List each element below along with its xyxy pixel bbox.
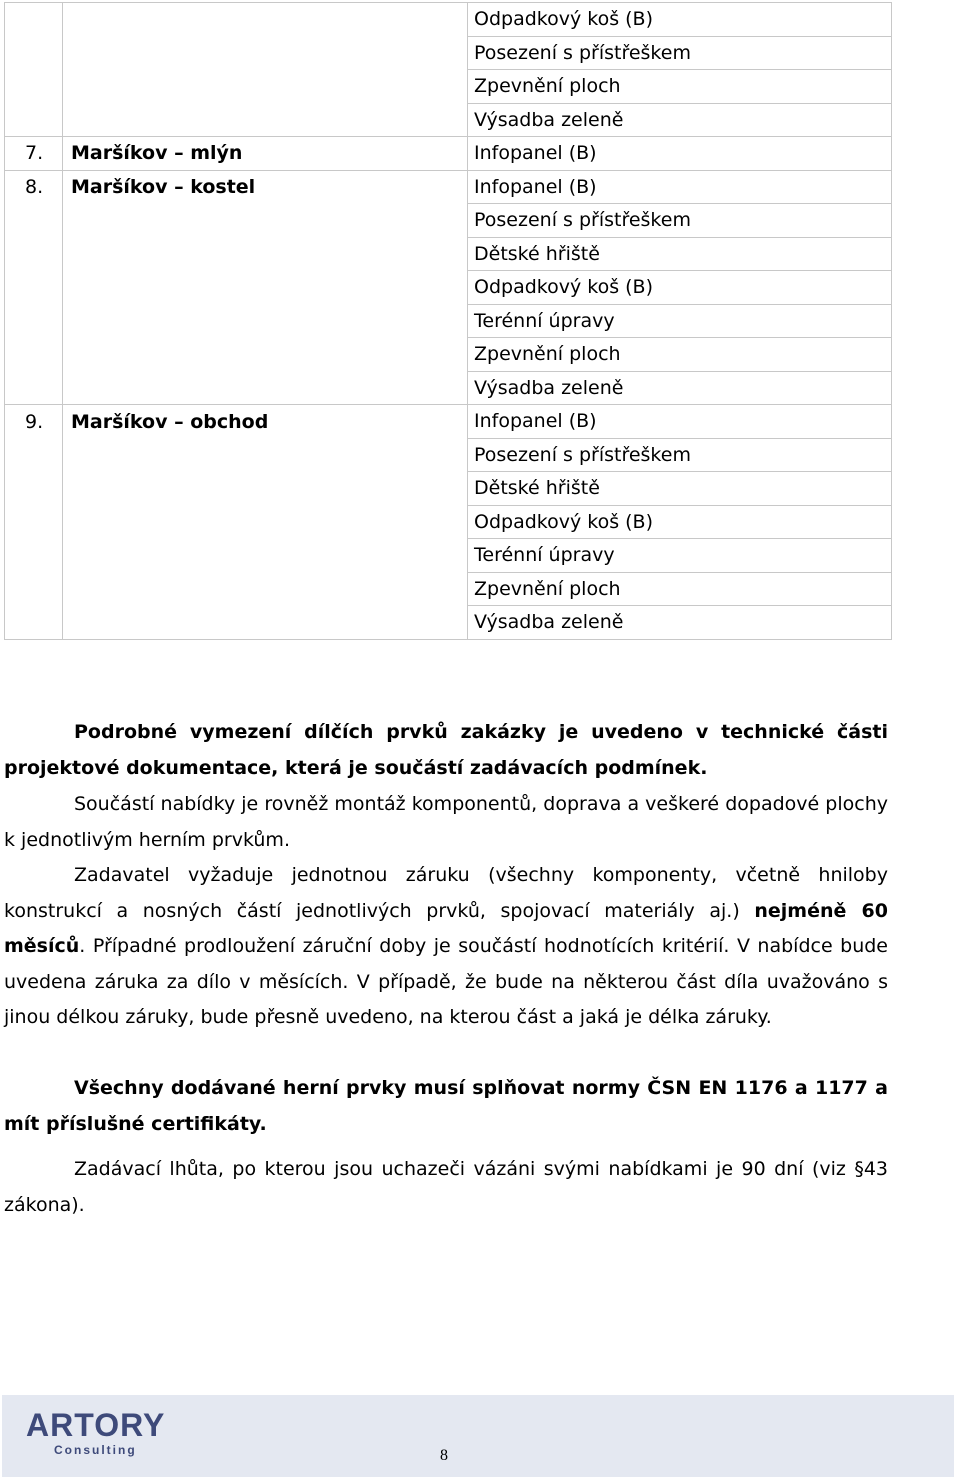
- row-location: [63, 237, 468, 271]
- row-item: Infopanel (B): [468, 170, 892, 204]
- row-location: [63, 271, 468, 305]
- row-location: [63, 70, 468, 104]
- table-row: [5, 204, 892, 238]
- row-number: [5, 204, 63, 238]
- row-item: Dětské hřiště: [468, 472, 892, 506]
- row-number: [5, 472, 63, 506]
- row-number: [5, 572, 63, 606]
- paragraph-scope: Podrobné vymezení dílčích prvků zakázky je uvedeno v technické části projektové dokumentace, která je součástí zadávacích podmínek.: [4, 721, 888, 779]
- row-item: Posezení s přístřeškem: [468, 438, 892, 472]
- row-number: [5, 539, 63, 573]
- table-row: [5, 103, 892, 137]
- table-row: [5, 438, 892, 472]
- table-row: [5, 304, 892, 338]
- row-item: Posezení s přístřeškem: [468, 204, 892, 238]
- row-number: 8.: [5, 170, 63, 204]
- table-row: [5, 505, 892, 539]
- table-row: [5, 606, 892, 640]
- row-number: [5, 304, 63, 338]
- row-item: Terénní úpravy: [468, 304, 892, 338]
- row-number: [5, 36, 63, 70]
- paragraph-deadline: Zadávací lhůta, po kterou jsou uchazeči vázáni svými nabídkami je 90 dní (viz §43 zákona).: [4, 1158, 888, 1216]
- row-item: Dětské hřiště: [468, 237, 892, 271]
- table-row: [5, 137, 892, 171]
- row-number: [5, 271, 63, 305]
- paragraph-warranty: [4, 858, 888, 1036]
- items-table: [4, 2, 892, 640]
- row-number: 7.: [5, 137, 63, 171]
- row-number: [5, 70, 63, 104]
- row-number: [5, 505, 63, 539]
- row-item: Výsadba zeleně: [468, 371, 892, 405]
- row-item: Výsadba zeleně: [468, 103, 892, 137]
- row-item: Odpadkový koš (B): [468, 505, 892, 539]
- row-item: Odpadkový koš (B): [468, 271, 892, 305]
- row-number: 9.: [5, 405, 63, 439]
- table-row: [5, 371, 892, 405]
- table-row: [5, 539, 892, 573]
- row-location: [63, 539, 468, 573]
- warranty-text-c: . Případné prodloužení záruční doby je součástí hodnotících kritérií. V nabídce bude uvedena záruka za dílo v měsících. V případě, že bude na některou část díla uvažováno s jinou délkou záruky, bude přesně uvedeno, na kterou část a jaká je délka záruky.: [4, 935, 888, 1028]
- row-location: [63, 36, 468, 70]
- logo-sub-text: Consulting: [54, 1443, 137, 1457]
- table-row: [5, 405, 892, 439]
- row-item: Infopanel (B): [468, 405, 892, 439]
- row-location: [63, 3, 468, 37]
- row-location: [63, 338, 468, 372]
- row-location: [63, 505, 468, 539]
- page-footer: [2, 1395, 954, 1477]
- warranty-text-a: Zadavatel vyžaduje jednotnou záruku (všechny komponenty, včetně hniloby konstrukcí a nosných částí jednotlivých prvků, spojovací materiály aj.): [4, 864, 888, 922]
- row-location: [63, 103, 468, 137]
- row-location: [63, 204, 468, 238]
- row-location: [63, 606, 468, 640]
- table-row: [5, 338, 892, 372]
- row-number: [5, 606, 63, 640]
- paragraph-standards: Všechny dodávané herní prvky musí splňovat normy ČSN EN 1176 a 1177 a mít příslušné certifikáty.: [4, 1077, 888, 1135]
- row-item: Terénní úpravy: [468, 539, 892, 573]
- row-location: [63, 472, 468, 506]
- row-location: [63, 438, 468, 472]
- page-number: 8: [440, 1447, 448, 1464]
- row-number: [5, 3, 63, 37]
- paragraph-installation: Součástí nabídky je rovněž montáž komponentů, doprava a veškeré dopadové plochy k jednotlivým herním prvkům.: [4, 793, 888, 851]
- row-location: Maršíkov – kostel: [63, 170, 468, 204]
- table-row: [5, 36, 892, 70]
- row-location: [63, 572, 468, 606]
- artory-logo: [26, 1407, 166, 1463]
- table-row: [5, 271, 892, 305]
- row-location: [63, 371, 468, 405]
- row-item: Zpevnění ploch: [468, 70, 892, 104]
- row-location: [63, 304, 468, 338]
- table-row: [5, 3, 892, 37]
- table-row: [5, 237, 892, 271]
- table-row: [5, 472, 892, 506]
- row-number: [5, 237, 63, 271]
- row-item: Posezení s přístřeškem: [468, 36, 892, 70]
- row-number: [5, 103, 63, 137]
- warranty-minimum: nejméně 60 měsíců: [4, 899, 888, 957]
- table-row: [5, 70, 892, 104]
- row-number: [5, 338, 63, 372]
- logo-main-text: ARTORY: [26, 1407, 166, 1443]
- row-item: Infopanel (B): [468, 137, 892, 171]
- table-row: [5, 572, 892, 606]
- row-location: Maršíkov – obchod: [63, 405, 468, 439]
- row-item: Výsadba zeleně: [468, 606, 892, 640]
- row-location: Maršíkov – mlýn: [63, 137, 468, 171]
- table-row: [5, 170, 892, 204]
- row-number: [5, 438, 63, 472]
- row-item: Zpevnění ploch: [468, 338, 892, 372]
- row-item: Zpevnění ploch: [468, 572, 892, 606]
- row-item: Odpadkový koš (B): [468, 3, 892, 37]
- row-number: [5, 371, 63, 405]
